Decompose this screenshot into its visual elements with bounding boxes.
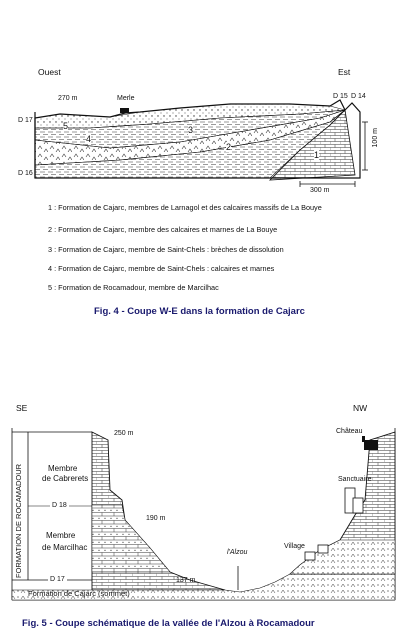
fig4-d15-label: D 15 — [333, 93, 348, 100]
fig5-altitude-250: 250 m — [114, 430, 134, 437]
fig5-altitude-190: 190 m — [146, 515, 166, 522]
fig4-altitude-270: 270 m — [58, 95, 78, 102]
fig4-legend-item: 5 : Formation de Rocamadour, membre de Marcilhac — [48, 283, 219, 292]
fig5-village-icon — [305, 552, 315, 560]
fig5-village-house — [318, 545, 328, 553]
fig5-chateau-icon — [364, 440, 378, 450]
fig5-caption: Fig. 5 - Coupe schématique de la vallée de l'Alzou à Rocamadour — [22, 618, 315, 629]
fig4-merle-label: Merle — [117, 95, 135, 102]
fig5-alzou-label: l'Alzou — [227, 549, 248, 556]
fig4-unit-1-number: 1 — [314, 150, 320, 160]
fig5-nw-label: NW — [353, 403, 368, 413]
fig5-formation-rocamadour-label: FORMATION DE ROCAMADOUR — [14, 463, 23, 578]
fig4-d16-label: D 16 — [18, 170, 33, 177]
fig4-vertical-scale-label: 100 m — [372, 128, 379, 148]
fig5-membre-cabrerets-line1: Membre — [48, 464, 78, 473]
fig4-horizontal-scale-label: 300 m — [310, 187, 330, 194]
fig5-village-label: Village — [284, 543, 305, 550]
fig4-unit-5-number: 5 — [63, 121, 69, 131]
fig5-sanctuaire-annex — [353, 498, 363, 513]
fig4-d14-label: D 14 — [351, 93, 366, 100]
fig4-east-label: Est — [338, 67, 351, 77]
fig4-unit-2-number: 2 — [226, 142, 232, 152]
fig5-membre-marcilhac-line2: de Marcilhac — [42, 543, 88, 552]
fig4-unit-4-number: 4 — [86, 134, 92, 144]
fig5-chateau-tower — [362, 436, 365, 442]
fig4-d17-label: D 17 — [18, 117, 33, 124]
fig4-legend-item: 2 : Formation de Cajarc, membre des calcaires et marnes de La Bouye — [48, 225, 278, 234]
fig5-cajarc-sommet-label: Formation de Cajarc (sommet) — [28, 589, 130, 598]
fig5-se-label: SE — [16, 403, 28, 413]
fig4-west-label: Ouest — [38, 67, 61, 77]
fig4-caption: Fig. 4 - Coupe W-E dans la formation de Cajarc — [94, 306, 305, 317]
fig5-altitude-137: 137 m — [176, 577, 196, 584]
fig5-d18-label: D 18 — [52, 502, 67, 509]
fig5-membre-marcilhac-line1: Membre — [46, 531, 76, 540]
fig5-sanctuaire-label: Sanctuaire — [338, 476, 372, 483]
fig4-legend-item: 3 : Formation de Cajarc, membre de Saint-Chels : brèches de dissolution — [48, 245, 284, 254]
fig5-d17-label: D 17 — [50, 576, 65, 583]
fig5-membre-cabrerets-line2: de Cabrerets — [42, 474, 89, 483]
fig4-legend-item: 1 : Formation de Cajarc, membres de Larnagol et des calcaires massifs de La Bouye — [48, 203, 322, 212]
fig4-legend-item: 4 : Formation de Cajarc, membre de Saint-Chels : calcaires et marnes — [48, 264, 275, 273]
fig4-unit-3-number: 3 — [188, 125, 194, 135]
fig5-chateau-label: Château — [336, 428, 363, 435]
